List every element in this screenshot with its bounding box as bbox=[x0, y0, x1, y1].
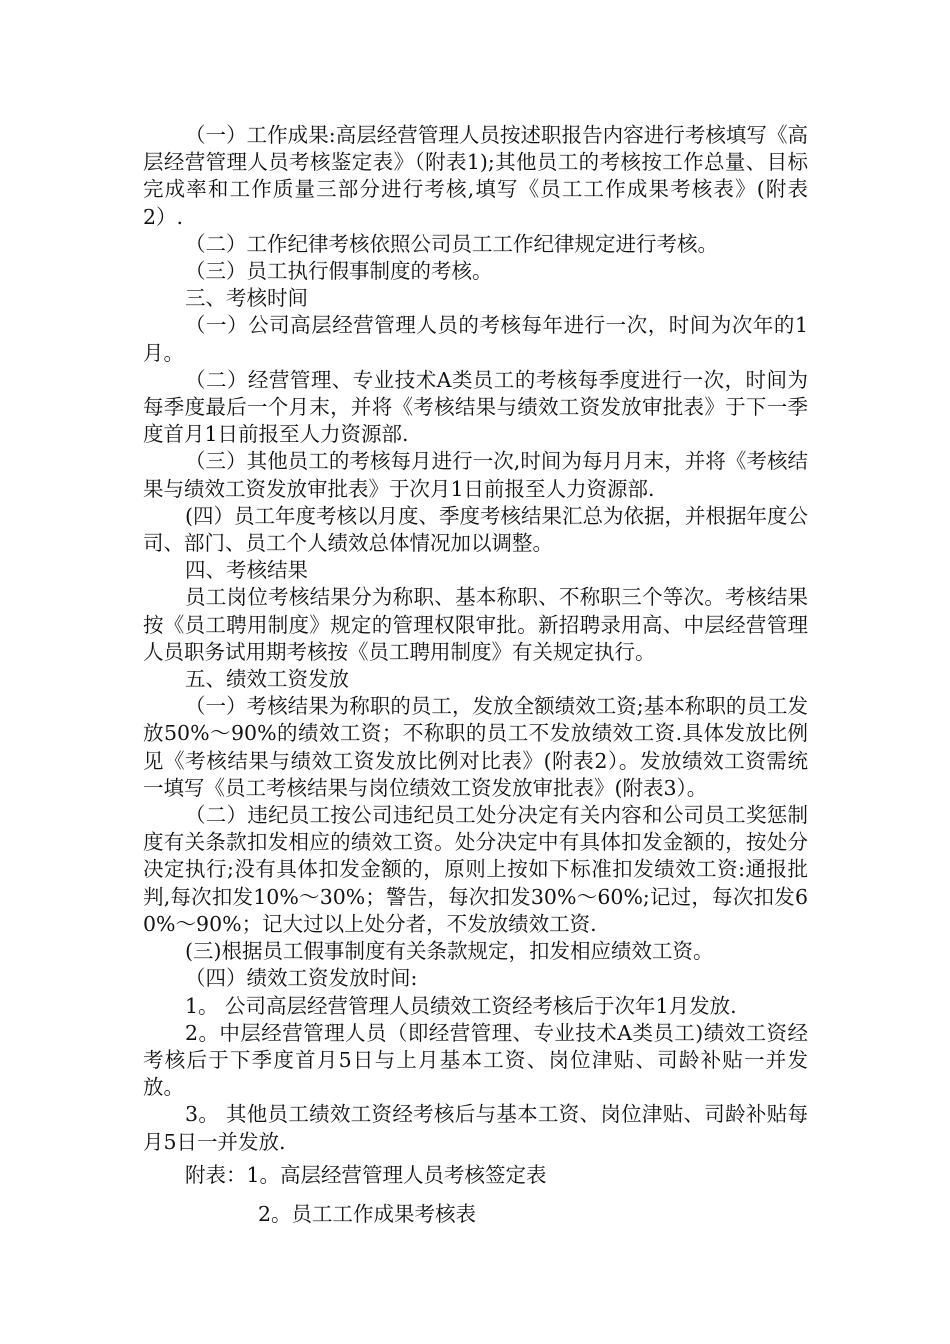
paragraph-annual-review: (四）员工年度考核以月度、季度考核结果汇总为依据，并根据年度公司、部门、员工个人绩效总体情况加以调整。 bbox=[143, 503, 808, 556]
paragraph-quarterly-review: （二）经营管理、专业技术A类员工的考核每季度进行一次，时间为每季度最后一个月末，并将《考核结果与绩效工资发放审批表》于下一季度首月1日前报至人力资源部. bbox=[143, 367, 808, 447]
list-item-pay-time-3: 3。 其他员工绩效工资经考核后与基本工资、岗位津贴、司龄补贴每月5日一并发放. bbox=[143, 1102, 808, 1154]
list-item-pay-time-2: 2。中层经营管理人员（即经营管理、专业技术A类员工)绩效工资经考核后于下季度首月5日与上月基本工资、岗位津贴、司龄补贴一并发放。 bbox=[143, 1020, 808, 1100]
paragraph-pay-by-result: （一）考核结果为称职的员工，发放全额绩效工资;基本称职的员工发放50%～90%的绩效工资；不称职的员工不发放绩效工资.具体发放比例见《考核结果与绩效工资发放比例对比表》(附表2）。发放绩效工资需统一填写《员工考核结果与岗位绩效工资发放审批表》(附表3）。 bbox=[143, 694, 808, 800]
document-body bbox=[143, 122, 808, 1228]
paragraph-pay-time-heading: （四）绩效工资发放时间: bbox=[185, 966, 418, 991]
paragraph-result-grades: 员工岗位考核结果分为称职、基本称职、不称职三个等次。考核结果按《员工聘用制度》规定的管理权限审批。新招聘录用高、中层经营管理人员职务试用期考核按《员工聘用制度》有关规定执行。 bbox=[143, 585, 808, 664]
section-heading-review-time: 三、考核时间 bbox=[185, 286, 308, 311]
section-heading-performance-pay: 五、绩效工资发放 bbox=[185, 667, 349, 692]
attachment-list-label: 附表：1。高层经营管理人员考核签定表 bbox=[185, 1162, 547, 1187]
paragraph-leave-deduction: (三)根据员工假事制度有关条款规定，扣发相应绩效工资。 bbox=[185, 939, 714, 964]
paragraph-disciplinary-deduction: （二）违纪员工按公司违纪员工处分决定有关内容和公司员工奖惩制度有关条款扣发相应的绩效工资。处分决定中有具体扣发金额的，按处分决定执行;没有具体扣发金额的，原则上按如下标准扣发绩效工资:通报批判,每次扣发10%～30%；警告，每次扣发30%～60%;记过，每次扣发60%～90%；记大过以上处分者，不发放绩效工资. bbox=[143, 803, 808, 936]
paragraph-monthly-review: （三）其他员工的考核每月进行一次,时间为每月月末，并将《考核结果与绩效工资发放审批表》于次月1日前报至人力资源部. bbox=[143, 449, 808, 501]
paragraph-senior-review-time: （一）公司高层经营管理人员的考核每年进行一次，时间为次年的1月。 bbox=[143, 313, 808, 365]
attachment-list-item-2: 2。员工工作成果考核表 bbox=[258, 1201, 477, 1226]
paragraph-work-results: （一）工作成果:高层经营管理人员按述职报告内容进行考核填写《高层经营管理人员考核鉴定表》（附表1);其他员工的考核按工作总量、目标完成率和工作质量三部分进行考核,填写《员工工作成果考核表》(附表2）. bbox=[143, 123, 808, 229]
section-heading-review-results: 四、考核结果 bbox=[185, 558, 308, 583]
paragraph-work-discipline: （二）工作纪律考核依照公司员工工作纪律规定进行考核。 bbox=[185, 231, 718, 256]
paragraph-leave-system: （三）员工执行假事制度的考核。 bbox=[185, 259, 493, 284]
list-item-pay-time-1: 1。 公司高层经营管理人员绩效工资经考核后于次年1月发放. bbox=[185, 993, 737, 1018]
